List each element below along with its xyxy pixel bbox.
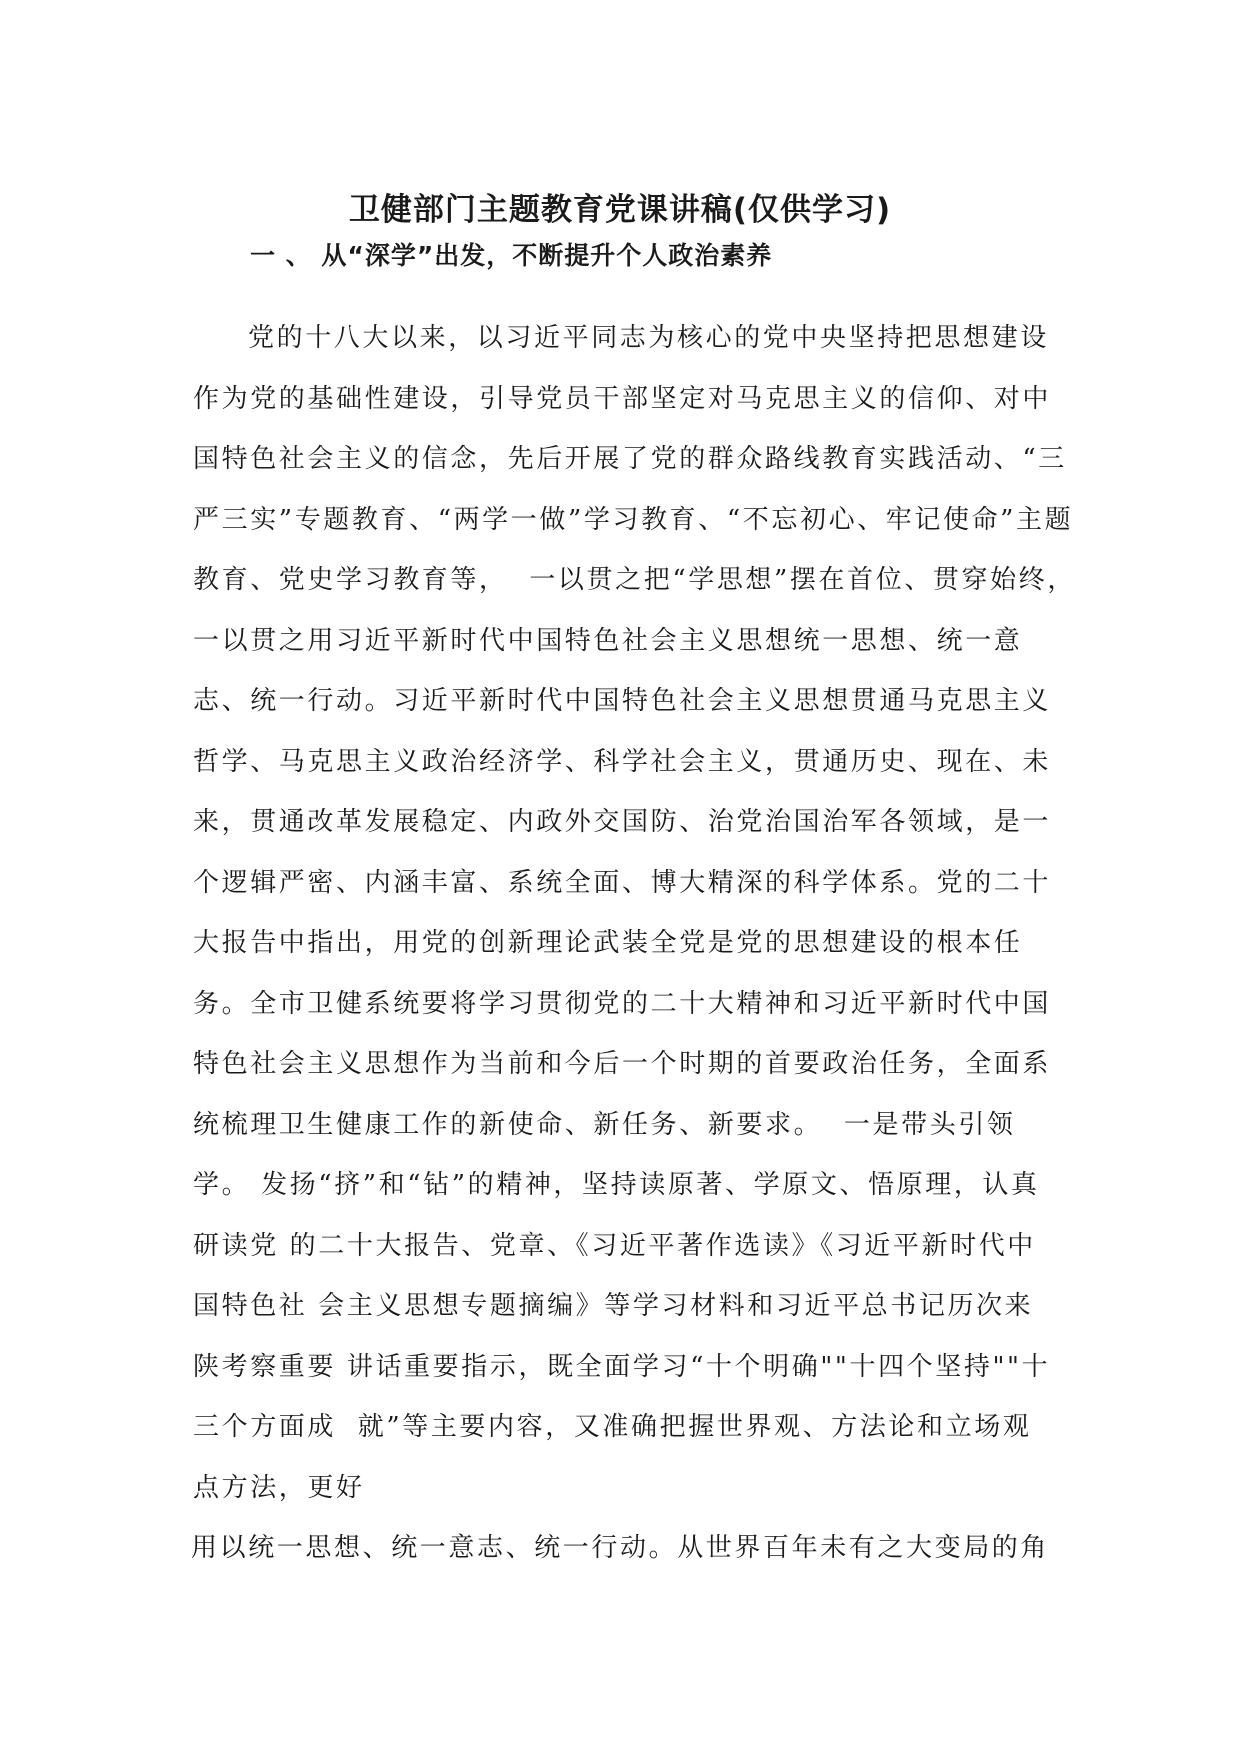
body-line: 严三实”专题教育、“两学一做”学习教育、“不忘初心、牢记使命”主题 <box>193 504 1074 535</box>
body-line: 点方法，更好 <box>193 1472 365 1503</box>
section-heading: 一 、 从“深学”出发，不断提升个人政治素养 <box>250 241 773 270</box>
body-line: 用以统一思想、统一意志、统一行动。从世界百年未有之大变局的角 <box>191 1533 1050 1563</box>
document-title: 卫健部门主题教育党课讲稿(仅供学习) <box>348 192 892 228</box>
body-line: 教育、党史学习教育等， 一以贯之把“学思想”摆在首位、贯穿始终， <box>193 565 1076 595</box>
body-line: 国特色社会主义的信念，先后开展了党的群众路线教育实践活动、“三 <box>193 444 1067 474</box>
body-line: 国特色社 会主义思想专题摘编》等学习材料和习近平总书记历次来 <box>193 1291 1034 1321</box>
body-line: 陕考察重要 讲话重要指示，既全面学习“十个明确""十四个坚持""十 <box>193 1351 1051 1382</box>
body-line: 统梳理卫生健康工作的新使命、新任务、新要求。 一是带头引领 <box>193 1109 1016 1140</box>
body-text <box>191 318 1076 1589</box>
body-line: 个逻辑严密、内涵丰富、系统全面、博大精深的科学体系。党的二十 <box>193 867 1052 898</box>
body-line: 作为党的基础性建设，引导党员干部坚定对马克思主义的信仰、对中 <box>193 383 1052 414</box>
body-line: 特色社会主义思想作为当前和今后一个时期的首要政治任务，全面系 <box>193 1049 1052 1079</box>
body-line: 一以贯之用习近平新时代中国特色社会主义思想统一思想、统一意 <box>193 625 1023 656</box>
body-line: 三个方面成 就”等主要内容，又准确把握世界观、方法论和立场观 <box>193 1412 1032 1442</box>
body-line: 大报告中指出，用党的创新理论武装全党是党的思想建设的根本任 <box>193 928 1023 958</box>
body-line: 党的十八大以来，以习近平同志为核心的党中央坚持把思想建设 <box>248 323 1049 353</box>
body-line: 志、统一行动。习近平新时代中国特色社会主义思想贯通马克思主义 <box>193 686 1052 716</box>
body-line: 来，贯通改革发展稳定、内政外交国防、治党治国治军各领域，是一 <box>193 807 1052 837</box>
body-line: 哲学、马克思主义政治经济学、科学社会主义，贯通历史、现在、未 <box>193 746 1052 777</box>
body-line: 务。全市卫健系统要将学习贯彻党的二十大精神和习近平新时代中国 <box>193 988 1052 1019</box>
body-line: 学。 发扬“挤”和“钻”的精神，坚持读原著、学原文、悟原理，认真 <box>193 1170 1040 1200</box>
body-line: 研读党 的二十大报告、党章、《习近平著作选读》《习近平新时代中 <box>193 1230 1036 1261</box>
